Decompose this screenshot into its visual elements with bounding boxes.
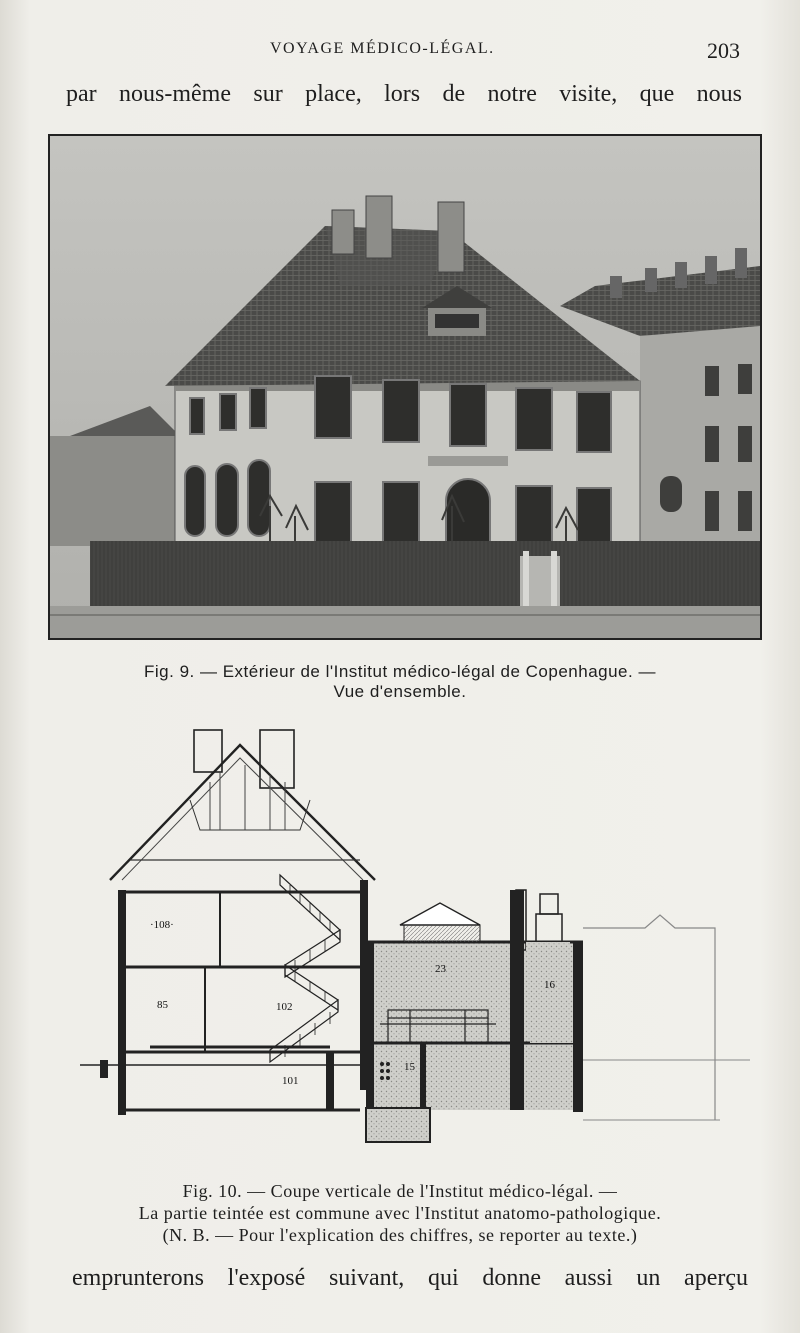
room-label-85: 85 — [157, 999, 168, 1011]
body-text-top-line: par nous-même sur place, lors de notre visite, que nous — [66, 81, 742, 107]
figure-9-caption-line-1: Fig. 9. — Extérieur de l'Institut médico-légal de Copenhague. — — [144, 662, 656, 681]
figure-10-caption-line-2: La partie teintée est commune avec l'Institut anatomo-pathologique. — [138, 1203, 662, 1223]
figure-9-photograph — [48, 134, 762, 640]
section-diagram — [70, 720, 760, 1160]
page-number: 203 — [707, 38, 740, 63]
body-text-bottom-line: emprunterons l'exposé suivant, qui donne aussi un aperçu — [72, 1265, 748, 1291]
figure-10-section-drawing — [70, 720, 760, 1160]
room-label-108: ·108· — [150, 919, 174, 931]
building-photo-illustration — [50, 136, 760, 638]
running-head — [60, 38, 740, 66]
room-label-102: 102 — [276, 1001, 293, 1013]
room-label-15: 15 — [404, 1061, 415, 1073]
room-label-101: 101 — [282, 1075, 299, 1087]
figure-9-caption — [40, 662, 760, 702]
figure-10-caption — [40, 1180, 760, 1246]
figure-10-caption-line-1: Fig. 10. — Coupe verticale de l'Institut médico-légal. — — [182, 1181, 618, 1201]
room-label-16: 16 — [544, 979, 555, 991]
room-label-23: 23 — [435, 963, 446, 975]
figure-10-caption-line-3: (N. B. — Pour l'explication des chiffres, se reporter au texte.) — [162, 1225, 638, 1245]
figure-9-caption-line-2: Vue d'ensemble. — [333, 682, 467, 701]
running-title: VOYAGE MÉDICO-LÉGAL. — [270, 40, 495, 57]
